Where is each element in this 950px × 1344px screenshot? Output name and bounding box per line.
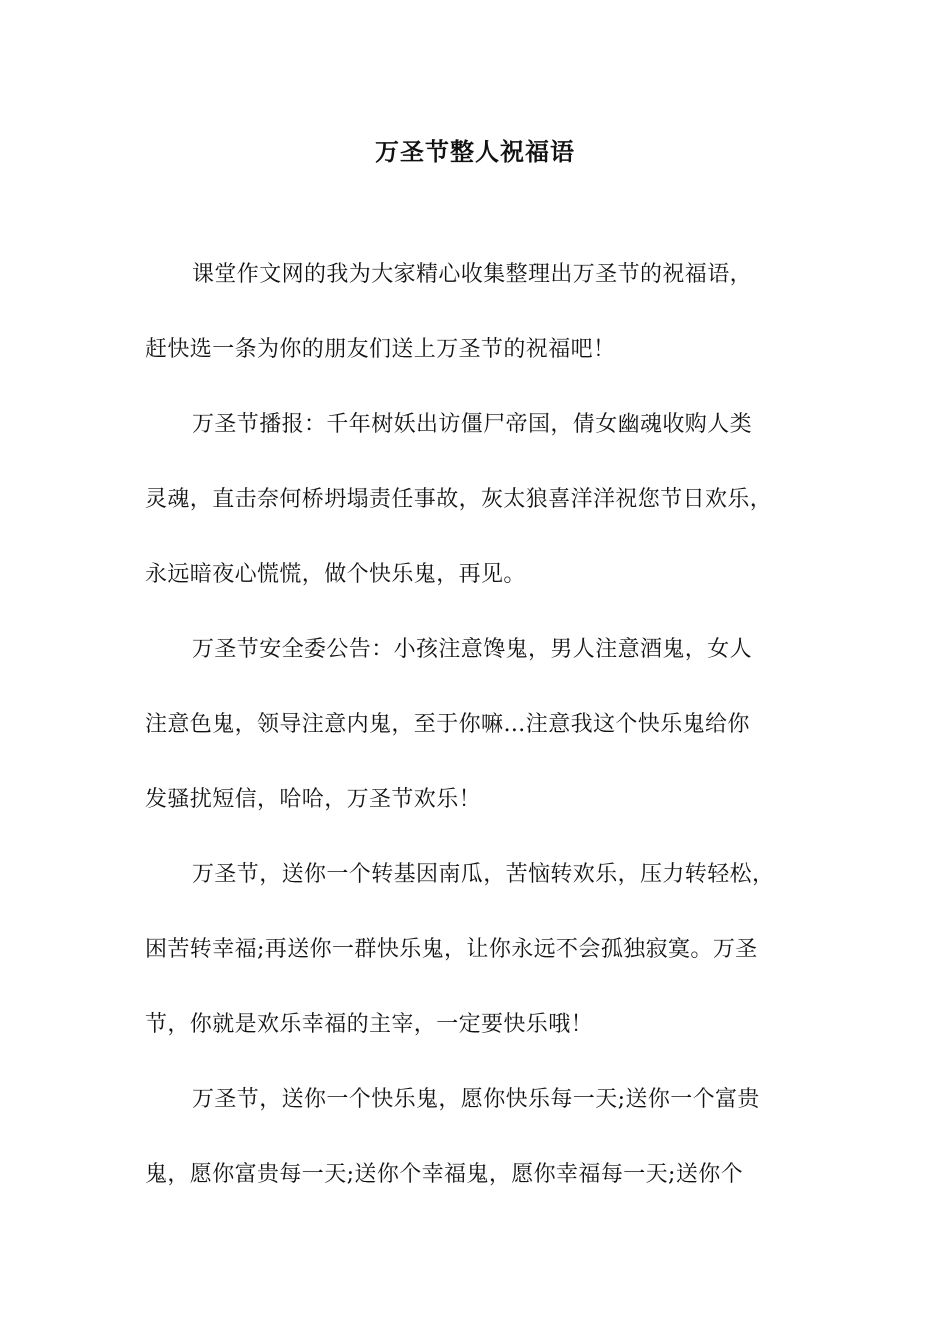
paragraph-2-line-2: 灵魂，直击奈何桥坍塌责任事故，灰太狼喜洋洋祝您节日欢乐，: [145, 487, 773, 512]
paragraph-3-line-1: 万圣节安全委公告：小孩注意馋鬼，男人注意酒鬼，女人: [192, 637, 753, 662]
document-title: 万圣节整人祝福语: [375, 137, 575, 166]
paragraph-1-line-2: 赶快选一条为你的朋友们送上万圣节的祝福吧！: [145, 337, 616, 362]
paragraph-1-line-1: 课堂作文网的我为大家精心收集整理出万圣节的祝福语，: [192, 262, 753, 287]
paragraph-3-line-3: 发骚扰短信，哈哈，万圣节欢乐！: [145, 787, 482, 812]
paragraph-4-line-3: 节，你就是欢乐幸福的主宰，一定要快乐哦！: [145, 1012, 594, 1037]
paragraph-5-line-1: 万圣节，送你一个快乐鬼，愿你快乐每一天;送你一个富贵: [192, 1087, 760, 1112]
paragraph-4-line-1: 万圣节，送你一个转基因南瓜，苦恼转欢乐，压力转轻松，: [192, 862, 775, 887]
paragraph-5-line-2: 鬼，愿你富贵每一天;送你个幸福鬼，愿你幸福每一天;送你个: [145, 1162, 744, 1187]
paragraph-4-line-2: 困苦转幸福;再送你一群快乐鬼，让你永远不会孤独寂寞。万圣: [145, 937, 758, 962]
paragraph-2-line-3: 永远暗夜心慌慌，做个快乐鬼，再见。: [145, 562, 526, 587]
paragraph-2-line-1: 万圣节播报：千年树妖出访僵尸帝国，倩女幽魂收购人类: [192, 412, 753, 437]
paragraph-3-line-2: 注意色鬼，领导注意内鬼，至于你嘛…注意我这个快乐鬼给你: [145, 712, 750, 737]
